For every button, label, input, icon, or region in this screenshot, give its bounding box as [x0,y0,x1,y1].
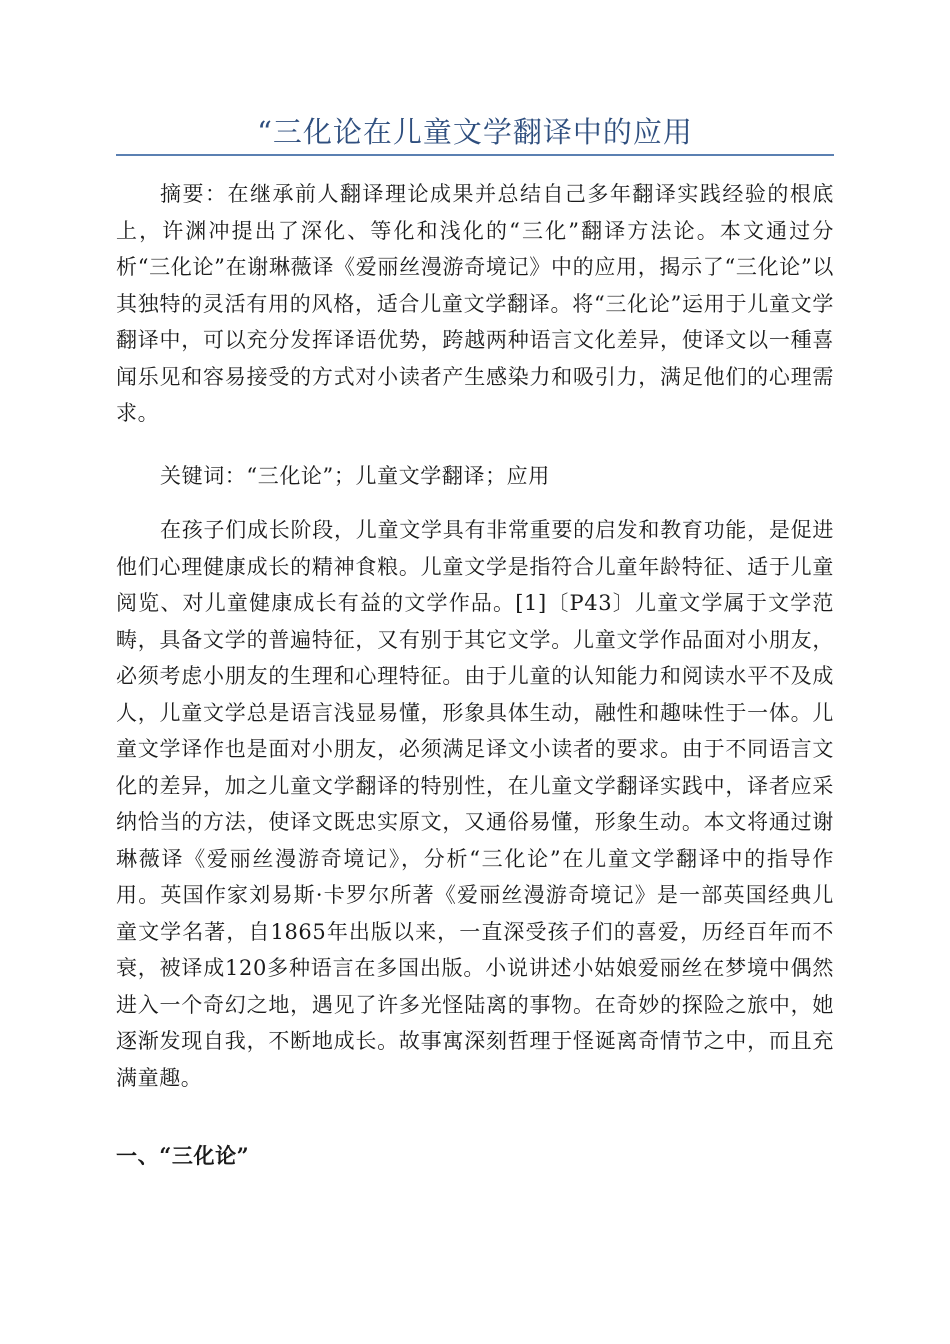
section-heading: 一、“三化论” [116,1143,250,1168]
keywords-line: 关键词：“三化论”；儿童文学翻译；应用 [160,464,550,488]
document-title: “三化论在儿童文学翻译中的应用 [257,115,693,149]
title-underline [116,154,834,156]
intro-paragraph: 在孩子们成长阶段，儿童文学具有非常重要的启发和教育功能，是促进他们心理健康成长的精神食粮。儿童文学是指符合儿童年龄特征、适于儿童阅览、对儿童健康成长有益的文学作品。[1]〔P43〕儿童文学属于文学范畴，具备文学的普遍特征，又有别于其它文学。儿童文学作品面对小朋友，必须考虑小朋友的生理和心理特征。由于儿童的认知能力和阅读水平不及成人，儿童文学总是语言浅显易懂，形象具体生动，融性和趣味性于一体。儿童文学译作也是面对小朋友，必须满足译文小读者的要求。由于不同语言文化的差异，加之儿童文学翻译的特别性，在儿童文学翻译实践中，译者应采纳恰当的方法，使译文既忠实原文，又通俗易懂，形象生动。本文将通过谢琳薇译《爱丽丝漫游奇境记》，分析“三化论”在儿童文学翻译中的指导作用。英国作家刘易斯·卡罗尔所著《爱丽丝漫游奇境记》是一部英国经典儿童文学名著，自1865年出版以来，一直深受孩子们的喜爱，历经百年而不衰，被译成120多种语言在多国出版。小说讲述小姑娘爱丽丝在梦境中偶然进入一个奇幻之地，遇见了许多光怪陆离的事物。在奇妙的探险之旅中，她逐渐发现自我，不断地成长。故事寓深刻哲理于怪诞离奇情节之中，而且充满童趣。 [116,518,834,1090]
abstract-paragraph: 摘要：在继承前人翻译理论成果并总结自己多年翻译实践经验的根底上，许渊冲提出了深化、等化和浅化的“三化”翻译方法论。本文通过分析“三化论”在谢琳薇译《爱丽丝漫游奇境记》中的应用，揭示了“三化论”以其独特的灵活有用的风格，适合儿童文学翻译。将“三化论”运用于儿童文学翻译中，可以充分发挥译语优势，跨越两种语言文化差异，使译文以一種喜闻乐见和容易接受的方式对小读者产生感染力和吸引力，满足他们的心理需求。 [116,182,834,425]
